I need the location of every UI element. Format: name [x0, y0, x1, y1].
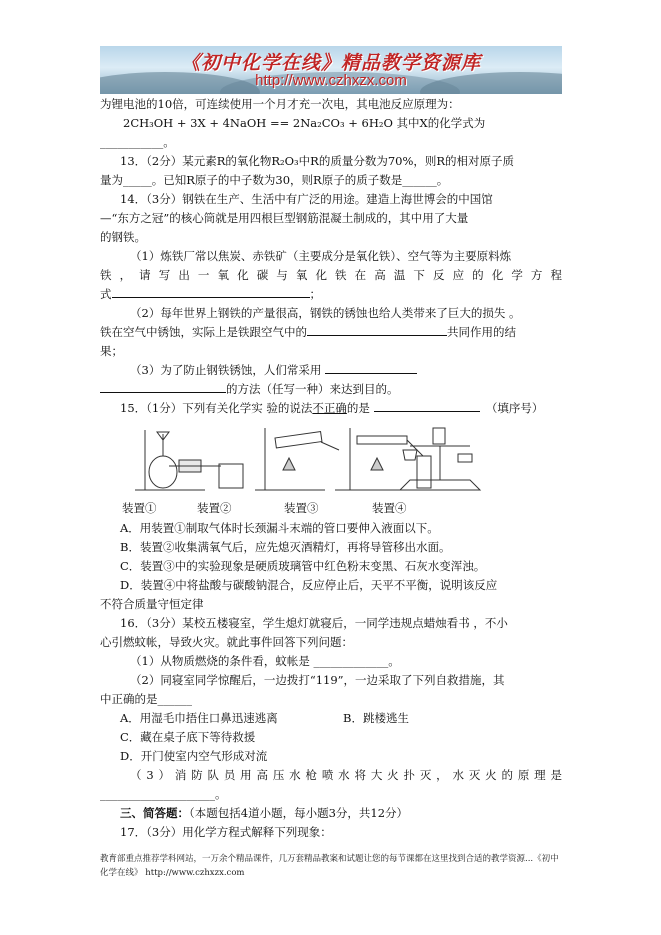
apparatus-2-icon: [255, 428, 339, 490]
option-15d: D．装置④中将盐酸与碳酸钠混合，反应停止后，天平不平衡，说明该反应: [120, 578, 498, 592]
section-3-heading: 三、简答题：（本题包括4道小题，每小题3分，共12分）: [120, 806, 409, 820]
answer-blank: ___________。: [100, 135, 175, 149]
question-16-part2-cont: 中正确的是______: [100, 692, 192, 706]
question-14-part3: （3）为了防止钢铁锈蚀，人们常采用: [130, 360, 562, 380]
answer-blank: [307, 322, 447, 336]
apparatus-1-icon: [135, 430, 243, 490]
question-14-part2-cont: 铁在空气中锈蚀，实际上是铁跟空气中的 共同作用的结: [100, 322, 562, 342]
question-16-part2: （2）同寝室同学惊醒后，一边拨打“119”，一边采取了下列自救措施，其: [130, 673, 505, 687]
question-14-part1-blank: 式 ；: [100, 284, 562, 304]
banner-title: 《初中化学在线》精品教学资源库: [180, 52, 481, 74]
page-footer: 教育部重点推荐学科网站，一万余个精品课件，几万套精品教案和试题让您的每节课都在这里找到合适的教学资源...《初中化学在线》 http://www.czhxzx.com: [100, 854, 559, 878]
question-14: 14．（3分）钢铁在生产、生活中有广泛的用途。建造上海世博会的中国馆: [120, 192, 493, 206]
answer-blank: [374, 398, 480, 412]
apparatus-4-icon: [400, 428, 480, 490]
question-14-part3-cont: 的方法（任写一种）来达到目的。: [100, 379, 562, 399]
question-14-part2-end: 果；: [100, 344, 123, 358]
option-16a: A．用湿毛巾捂住口鼻迅速逃离: [120, 711, 278, 725]
answer-blank: [100, 379, 226, 393]
header-banner: [100, 46, 562, 94]
question-14-part1: （1）炼铁厂常以焦炭、赤铁矿（主要成分是氧化铁）、空气等为主要原料炼: [130, 249, 512, 263]
question-16-part3-cont: ____________________。: [100, 787, 227, 801]
question-13-cont: 量为_____。已知R原子的中子数为30，则R原子的质子数是______。: [100, 173, 449, 187]
question-17: 17．（3分）用化学方程式解释下列现象：: [120, 825, 332, 839]
option-15b: B．装置②收集满氧气后，应先熄灭酒精灯，再将导管移出水面。: [120, 540, 451, 554]
apparatus-figure: [125, 420, 545, 496]
apparatus-label-2: 装置②: [197, 501, 232, 515]
option-15d-cont: 不符合质量守恒定律: [100, 597, 204, 611]
question-14-part2: （2）每年世界上钢铁的产量很高，钢铁的锈蚀也给人类带来了巨大的损失 。: [130, 306, 521, 320]
apparatus-label-1: 装置①: [122, 501, 157, 515]
apparatus-label-3: 装置③: [284, 501, 319, 515]
banner-url: http://www.czhxzx.com: [255, 72, 407, 89]
apparatus-label-4: 装置④: [372, 501, 407, 515]
option-16c: C．藏在桌子底下等待救援: [120, 730, 256, 744]
question-13: 13．（2分）某元素R的氧化物R₂O₃中R的质量分数为70%，则R的相对原子质: [120, 154, 515, 168]
footer-url[interactable]: http://www.czhxzx.com: [145, 868, 245, 878]
answer-blank: [325, 360, 417, 374]
question-14-cont: 的钢铁。: [100, 230, 146, 244]
option-16b: B．跳楼逃生: [343, 711, 409, 725]
question-15: 15．（1分）下列有关化学实 验的说法不正确的是 （填序号）: [120, 398, 562, 418]
answer-blank: [112, 284, 310, 298]
option-15a: A．用装置①制取气体时长颈漏斗末端的管口要伸入液面以下。: [120, 521, 439, 535]
question-16-part1: （1）从物质燃烧的条件看，蚊帐是 _____________。: [130, 654, 400, 668]
option-15c: C．装置③中的实验现象是硬质玻璃管中红色粉末变黑、石灰水变浑浊。: [120, 559, 486, 573]
question-16: 16．（3分）某校五楼寝室，学生熄灯就寝后，一同学违规点蜡烛看书 ，不小: [120, 616, 508, 630]
question-16-cont: 心引燃蚊帐，导致火灾。就此事件回答下列问题：: [100, 635, 353, 649]
text-line: 为锂电池的10倍，可连续使用一个月才充一次电，其电池反应原理为：: [100, 97, 460, 111]
question-14-cont: —“东方之冠”的核心筒就是用四根巨型钢筋混凝土制成的，其中用了大量: [100, 211, 469, 225]
question-14-part1-cont: 铁，请写出一氧化碳与氧化铁在高温下反应的化学方程: [100, 268, 562, 282]
option-16d: D．开门使室内空气形成对流: [120, 749, 268, 763]
equation-line: 2CH₃OH + 3X + 4NaOH == 2Na₂CO₃ + 6H₂O 其中X的化学式为: [123, 116, 486, 130]
apparatus-3-icon: [335, 428, 431, 490]
question-16-part3: （3）消防队员用高压水枪喷水将大火扑灭，水灭火的原理是: [130, 768, 562, 782]
